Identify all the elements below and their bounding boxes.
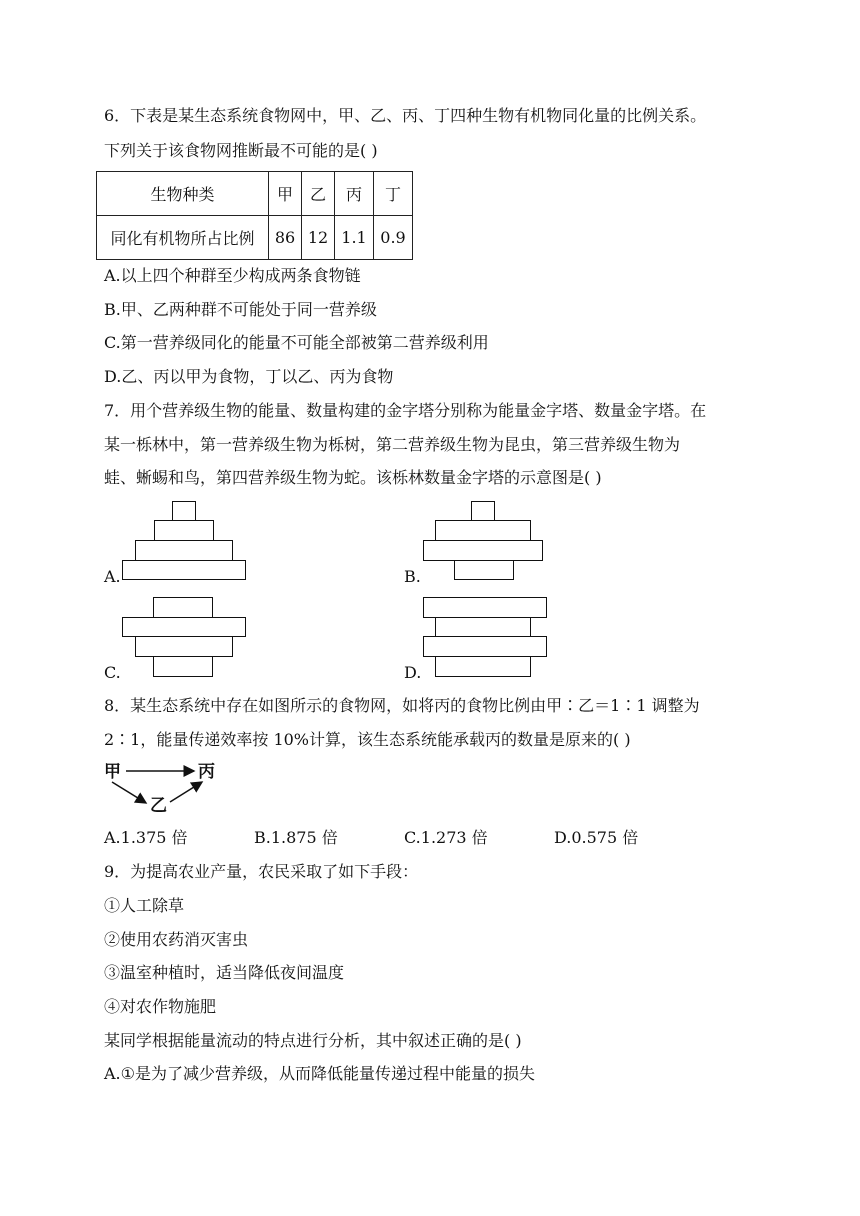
table-cell: 12 (302, 216, 335, 260)
pyramid-bar (423, 540, 543, 561)
table-header-cell: 甲 (269, 172, 302, 216)
pyramid-bar (435, 520, 531, 541)
pyramid-bar (423, 597, 547, 618)
q8-option-a[interactable]: A.1.375 倍 (104, 828, 188, 847)
q9-stem: 9．为提高农业产量，农民采取了如下手段： (104, 862, 419, 881)
q7-stem-line1: 7．用个营养级生物的能量、数量构建的金字塔分别称为能量金字塔、数量金字塔。在 (104, 401, 707, 420)
pyramid-bar (471, 501, 495, 521)
pyramid-bar (154, 520, 214, 541)
q9-item-2: ②使用农药消灭害虫 (104, 930, 249, 949)
q6-stem-line2: 下列关于该食物网推断最不可能的是( ) (104, 141, 378, 160)
table-cell: 同化有机物所占比例 (97, 216, 269, 260)
q9-item-4: ④对农作物施肥 (104, 997, 217, 1016)
pyramid-bar (135, 636, 233, 657)
pyramid-bar (153, 597, 213, 618)
pyramid-bar (172, 501, 196, 521)
q8-option-c[interactable]: C.1.273 倍 (404, 828, 488, 847)
pyramid-bar (435, 617, 531, 637)
q9-question: 某同学根据能量流动的特点进行分析，其中叙述正确的是( ) (104, 1031, 522, 1050)
table-header-cell: 丙 (335, 172, 374, 216)
q8-stem-line1: 8．某生态系统中存在如图所示的食物网，如将丙的食物比例由甲∶乙＝1∶1 调整为 (104, 696, 700, 715)
pyramid-bar (122, 560, 246, 580)
table-cell: 1.1 (335, 216, 374, 260)
q8-option-b[interactable]: B.1.875 倍 (254, 828, 338, 847)
q6-option-a[interactable]: A.以上四个种群至少构成两条食物链 (104, 266, 361, 285)
food-web-node-b: 乙 (150, 796, 167, 816)
food-web-arrows (100, 760, 250, 820)
arrow-a-to-b (112, 782, 146, 803)
q6-table (96, 171, 413, 260)
q7-option-c-label[interactable]: C. (104, 663, 121, 682)
table-row (97, 172, 413, 216)
table-header-cell: 生物种类 (97, 172, 269, 216)
pyramid-bar (153, 656, 213, 677)
q7-option-a-label[interactable]: A. (104, 567, 121, 586)
q7-stem-line3: 蛙、蜥蜴和鸟，第四营养级生物为蛇。该栎林数量金字塔的示意图是( ) (104, 468, 602, 487)
food-web-node-a: 甲 (104, 762, 121, 782)
pyramid-bar (454, 560, 514, 580)
pyramid-bar (122, 617, 246, 637)
pyramid-bar (435, 656, 531, 677)
q9-item-3: ③温室种植时，适当降低夜间温度 (104, 963, 345, 982)
q6-stem-line1: 6．下表是某生态系统食物网中，甲、乙、丙、丁四种生物有机物同化量的比例关系。 (104, 106, 707, 125)
arrow-b-to-c (170, 782, 202, 802)
q6-option-c[interactable]: C.第一营养级同化的能量不可能全部被第二营养级利用 (104, 333, 489, 352)
q9-option-a[interactable]: A.①是为了减少营养级，从而降低能量传递过程中能量的损失 (104, 1064, 535, 1083)
pyramid-bar (423, 636, 547, 657)
pyramid-bar (135, 540, 233, 561)
table-header-cell: 丁 (374, 172, 413, 216)
q6-option-d[interactable]: D.乙、丙以甲为食物，丁以乙、丙为食物 (104, 367, 394, 386)
q7-stem-line2: 某一栎林中，第一营养级生物为栎树，第二营养级生物为昆虫，第三营养级生物为 (104, 435, 681, 454)
table-cell: 0.9 (374, 216, 413, 260)
table-cell: 86 (269, 216, 302, 260)
q8-stem-line2: 2∶1，能量传递效率按 10%计算，该生态系统能承载丙的数量是原来的( ) (104, 730, 631, 749)
q9-item-1: ①人工除草 (104, 896, 185, 915)
q7-option-d-label[interactable]: D. (404, 663, 422, 682)
table-header-cell: 乙 (302, 172, 335, 216)
q7-option-b-label[interactable]: B. (404, 567, 421, 586)
q8-option-d[interactable]: D.0.575 倍 (554, 828, 639, 847)
q6-option-b[interactable]: B.甲、乙两种群不可能处于同一营养级 (104, 300, 377, 319)
table-row (97, 216, 413, 260)
food-web-node-c: 丙 (198, 762, 215, 782)
